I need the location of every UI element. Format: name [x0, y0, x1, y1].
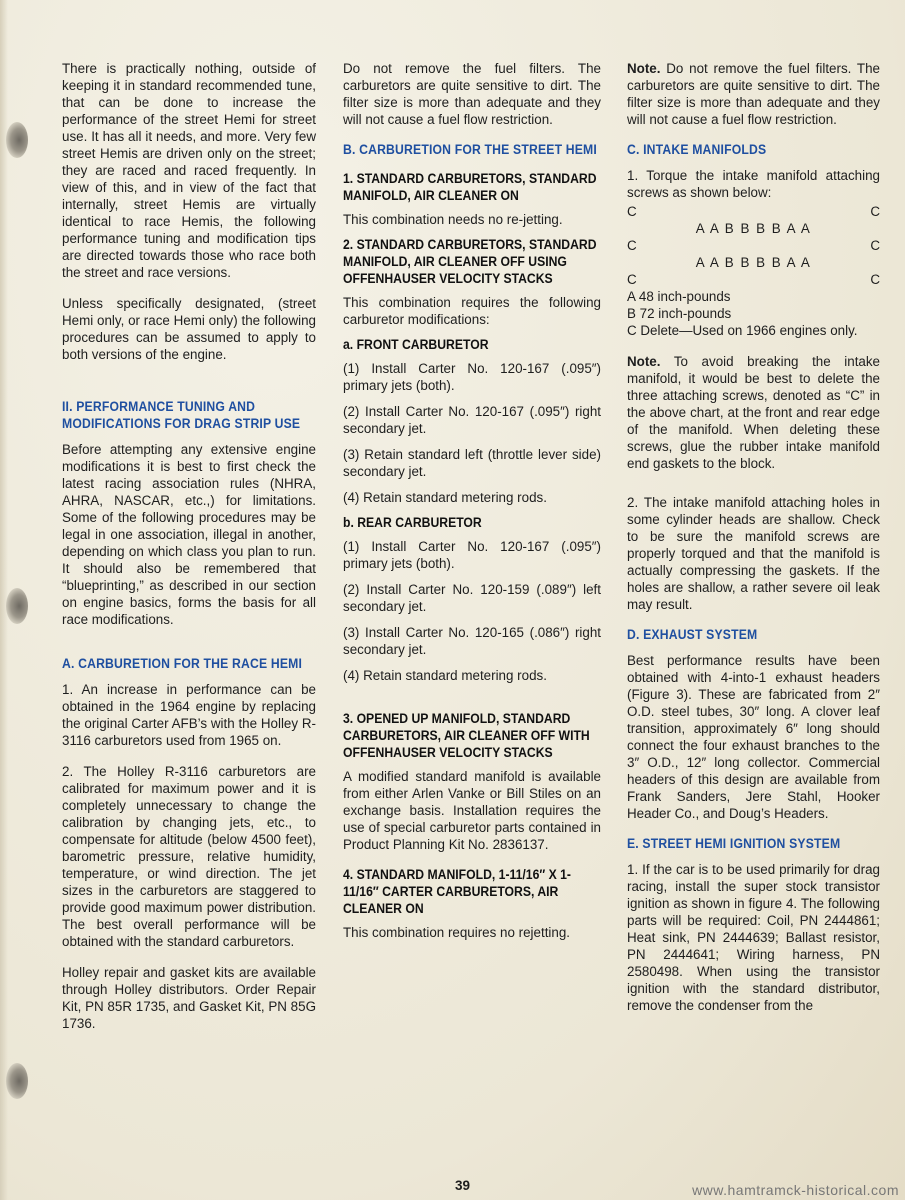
- page-number: 39: [455, 1178, 471, 1193]
- front-step-4: (4) Retain standard metering rods.: [343, 490, 547, 505]
- chart-row-ab2: A A B B B B A A: [695, 255, 812, 270]
- front-step-3: (3) Retain standard left (throttle lever side) secondary jet.: [343, 447, 601, 479]
- carb-modifications-paragraph: This combination requires the following carburetor modifications:: [343, 295, 601, 327]
- rules-paragraph: Before attempting any extensive engine modifications it is best to first check the latest racing association rules (NHRA, AHRA, NASCAR, etc.,) for limitations. Some of the following procedures may be legal in one association, illegal in another, depending on which class you plan to run. It should also be remembered that “blueprinting,” as described in our section on engine basics, forms the basis for all race modifications.: [62, 442, 316, 627]
- fuel-filter-paragraph: Do not remove the fuel filters. The carburetors are quite sensitive to dirt. The filter size is more than adequate and they will not cause a fuel flow restriction.: [343, 61, 601, 127]
- subheading-front-carburetor: a. FRONT CARBURETOR: [343, 337, 489, 353]
- heading-carburetion-race-hemi: A. CARBURETION FOR THE RACE HEMI: [62, 656, 303, 672]
- rear-step-3: (3) Install Carter No. 120-165 (.086″) right secondary jet.: [343, 625, 601, 657]
- no-rejetting-paragraph: This combination needs no re-jetting.: [343, 212, 563, 227]
- holley-kits-paragraph: Holley repair and gasket kits are available through Holley distributors. Order Repair Kit, PN 85R 1735, and Gasket Kit, PN 85G 1736.: [62, 965, 316, 1031]
- watermark: www.hamtramck-historical.com: [692, 1182, 899, 1198]
- legend-c: C Delete—Used on 1966 engines only.: [627, 323, 858, 338]
- rear-step-2: (2) Install Carter No. 120-159 (.089″) left secondary jet.: [343, 582, 601, 614]
- carter-rejetting-paragraph: This combination requires no rejetting.: [343, 925, 571, 940]
- headers-paragraph: Best performance results have been obtained with 4-into-1 exhaust headers (Figure 3). These are fabricated from 2″ O.D. steel tubes, 30″ long. A clover leaf transition, approximately 6″ long should connect the four exhaust branches to the 3″ O.D., 12″ long collector. Commercial headers of this design are available from Frank Sanders, Jere Stahl, Hooker Header Co., and Doug’s Headers.: [627, 653, 880, 821]
- intro-paragraph: There is practically nothing, outside of keeping it in standard recommended tune, that can be done to increase the performance of the street Hemi for street use. It has all it needs, and more. Very few street Hemis are driven only on the street; they are raced and raced frequently. In view of this, and in view of the fact that internally, street Hemis are virtually identical to race Hemis, the following performance tuning and modification tips are directed towards those who race both the street and race versions.: [62, 61, 316, 280]
- designation-paragraph: Unless specifically designated, (street Hemi only, or race Hemi only) the following procedures can be assumed to apply to both versions of the engine.: [62, 296, 316, 362]
- heading-carburetion-street-hemi: B. CARBURETION FOR THE STREET HEMI: [343, 142, 597, 158]
- chart-row-c1: C C: [627, 204, 880, 219]
- binder-hole-top: [6, 122, 28, 158]
- legend-b: B 72 inch-pounds: [627, 306, 732, 321]
- legend-a: A 48 inch-pounds: [627, 289, 731, 304]
- front-step-2: (2) Install Carter No. 120-167 (.095″) right secondary jet.: [343, 404, 601, 436]
- chart-row-c2: C C: [627, 238, 880, 253]
- heading-ignition-system: E. STREET HEMI IGNITION SYSTEM: [627, 836, 841, 852]
- holley-calibration-paragraph: 2. The Holley R-3116 carburetors are calibrated for maximum power and it is completely unnecessary to change the calibration by changing jets, etc., to compensate for altitude (below 4500 feet), barometric pressure, relative humidity, temperature, or wind direction. The jet sizes in the carburetors are staggered to provide good maximum power distribution. The best overall performance will be obtained with the standard carburetors.: [62, 764, 316, 949]
- chart-row-ab1: A A B B B B A A: [695, 221, 812, 236]
- column-left: [62, 60, 316, 1046]
- note-label: Note.: [627, 61, 661, 76]
- subheading-carter-carburetors: 4. STANDARD MANIFOLD, 1-11/16″ X 1-11/16″ CARTER CARBURETORS, AIR CLEANER ON: [343, 867, 571, 917]
- heading-exhaust-system: D. EXHAUST SYSTEM: [627, 627, 758, 643]
- torque-chart: [627, 203, 880, 288]
- section-heading-performance-tuning: II. PERFORMANCE TUNING AND MODIFICATIONS FOR DRAG STRIP USE: [62, 399, 301, 432]
- note-fuel-filter-paragraph: Note. Do not remove the fuel filters. The carburetors are quite sensitive to dirt. The filter size is more than adequate and they will not cause a fuel flow restriction.: [627, 61, 880, 127]
- subheading-opened-manifold: 3. OPENED UP MANIFOLD, STANDARD CARBURETORS, AIR CLEANER OFF WITH OFFENHAUSER VELOCITY STACKS: [343, 711, 590, 761]
- binder-hole-middle: [6, 588, 28, 624]
- binder-hole-bottom: [6, 1063, 28, 1099]
- modified-manifold-paragraph: A modified standard manifold is available from either Arlen Vanke or Bill Stiles on an exchange basis. Installation requires the use of special carburetor parts contained in Product Planning Kit No. 2836137.: [343, 769, 601, 852]
- rear-step-1: (1) Install Carter No. 120-167 (.095″) primary jets (both).: [343, 539, 601, 571]
- chart-row-c3: C C: [627, 272, 880, 287]
- column-middle: [343, 60, 601, 955]
- rear-step-4: (4) Retain standard metering rods.: [343, 668, 547, 683]
- subheading-velocity-stacks: 2. STANDARD CARBURETORS, STANDARD MANIFOLD, AIR CLEANER OFF USING OFFENHAUSER VELOCITY STACKS: [343, 237, 597, 287]
- torque-instruction: 1. Torque the intake manifold attaching screws as shown below:: [627, 168, 880, 200]
- subheading-standard-air-cleaner-on: 1. STANDARD CARBURETORS, STANDARD MANIFOLD, AIR CLEANER ON: [343, 171, 597, 204]
- heading-intake-manifolds: C. INTAKE MANIFOLDS: [627, 142, 767, 158]
- shallow-holes-paragraph: 2. The intake manifold attaching holes in some cylinder heads are shallow. Check to be sure the manifold screws are properly torqued and that the manifold is actually compressing the gaskets. If the holes are shallow, a rather severe oil leak may result.: [627, 495, 880, 612]
- transistor-ignition-paragraph: 1. If the car is to be used primarily for drag racing, install the super stock transistor ignition as shown in figure 4. The following parts will be required: Coil, PN 2444861; Heat sink, PN 2444639; Ballast resistor, PN 2444641; Wiring harness, PN 2580498. When using the transistor ignition with the standard distributor, remove the condenser from the: [627, 862, 880, 1013]
- holley-replacement-paragraph: 1. An increase in performance can be obtained in the 1964 engine by replacing the original Carter AFB’s with the Holley R-3116 carburetors used from 1965 on.: [62, 682, 316, 748]
- front-step-1: (1) Install Carter No. 120-167 (.095″) primary jets (both).: [343, 361, 601, 393]
- subheading-rear-carburetor: b. REAR CARBURETOR: [343, 515, 482, 531]
- column-right: [627, 60, 880, 1028]
- note-avoid-breaking-paragraph: Note. To avoid breaking the intake manifold, it would be best to delete the three attaching screws, denoted as “C” in the above chart, at the front and rear edge of the manifold. When deleting these screws, glue the rubber intake manifold end gaskets to the block.: [627, 354, 881, 471]
